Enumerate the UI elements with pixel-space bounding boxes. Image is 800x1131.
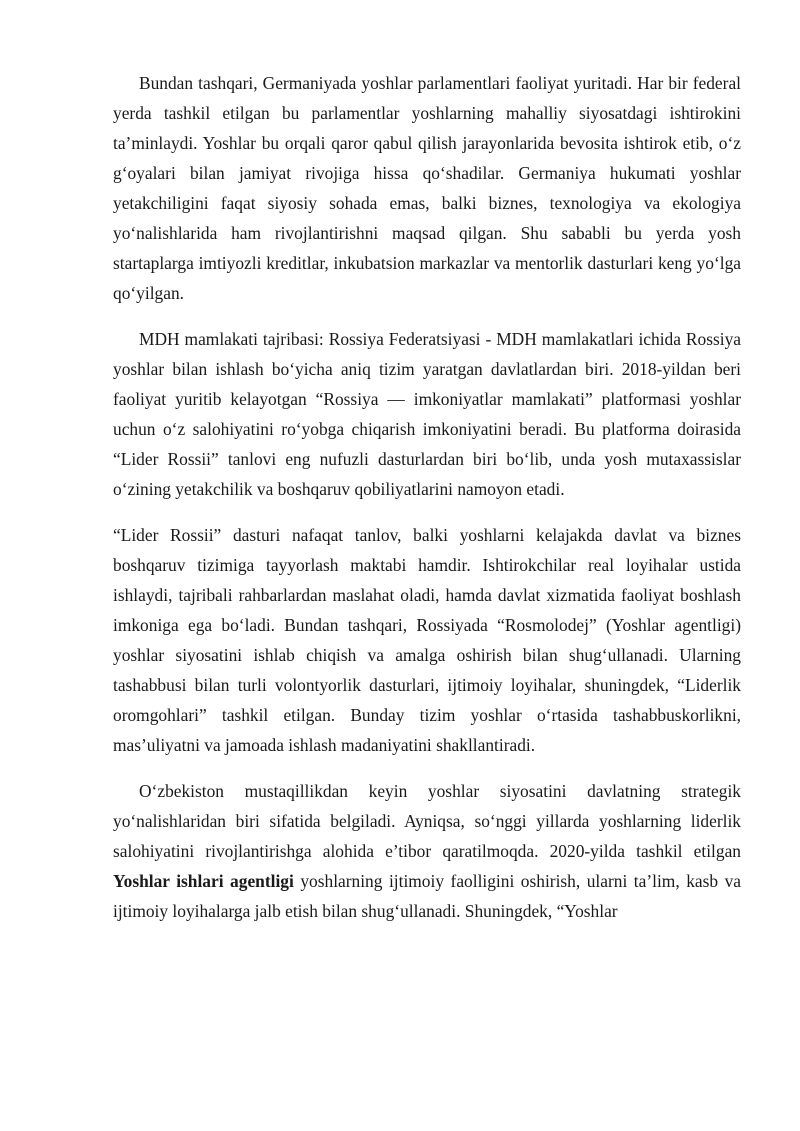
paragraph-germany-youth-parliaments: Bundan tashqari, Germaniyada yoshlar parlamentlari faoliyat yuritadi. Har bir federal yerda tashkil etilgan bu parlamentlar yoshlarning mahalliy siyosatdagi ishtirokini ta’minlaydi. Yoshlar bu orqali qaror qabul qilish jarayonlarida bevosita ishtirok etib, o‘z g‘oyalari bilan jamiyat rivojiga hissa qo‘shadilar. Germaniya hukumati yoshlar yetakchiligini faqat siyosiy sohada emas, balki biznes, texnologiya va ekologiya yo‘nalishlarida ham rivojlantirishni maqsad qilgan. Shu sababli bu yerda yosh startaplarga imtiyozli kreditlar, inkubatsion markazlar va mentorlik dasturlari keng yo‘lga qo‘yilgan. <box>113 73 741 303</box>
youth-agency-name-bold: Yoshlar ishlari agentligi <box>113 871 294 891</box>
paragraph-lider-rossii: “Lider Rossii” dasturi nafaqat tanlov, balki yoshlarni kelajakda davlat va biznes boshqaruv tizimiga tayyorlash maktabi hamdir. Ishtirokchilar real loyihalar ustida ishlaydi, tajribali rahbarlardan maslahat oladi, hamda davlat xizmatida faoliyat boshlash imkoniga ega bo‘ladi. Bundan tashqari, Rossiyada “Rosmolodej” (Yoshlar agentligi) yoshlar siyosatini ishlab chiqish va amalga oshirish bilan shug‘ullanadi. Ularning tashabbusi bilan turli volontyorlik dasturlari, ijtimoiy loyihalar, shuningdek, “Liderlik oromgohlari” tashkil etilgan. Bunday tizim yoshlar o‘rtasida tashabbuskorlikni, mas’uliyatni va jamoada ishlash madaniyatini shakllantiradi. <box>113 525 741 755</box>
paragraph-cis-experience-russia: MDH mamlakati tajribasi: Rossiya Federatsiyasi - MDH mamlakatlari ichida Rossiya yoshlar bilan ishlash bo‘yicha aniq tizim yaratgan davlatlardan biri. 2018-yildan beri faoliyat yuritib kelayotgan “Rossiya — imkoniyatlar mamlakati” platformasi yoshlar uchun o‘z salohiyatini ro‘yobga chiqarish imkoniyatini beradi. Bu platforma doirasida “Lider Rossii” tanlovi eng nufuzli dasturlardan biri bo‘lib, unda yosh mutaxassislar o‘zining yetakchilik va boshqaruv qobiliyatlarini namoyon etadi. <box>113 329 741 499</box>
paragraph-uzbekistan-youth-policy <box>113 776 741 926</box>
document-page <box>113 68 741 926</box>
paragraph-text-after: yoshlarning ijtimoiy faolligini oshirish, ularni ta’lim, kasb va ijtimoiy loyihalarga jalb etish bilan shug‘ullanadi. Shuningdek, “Yoshlar <box>113 871 741 921</box>
paragraph-text-before: O‘zbekiston mustaqillikdan keyin yoshlar siyosatini davlatning strategik yo‘nalishlaridan biri sifatida belgiladi. Ayniqsa, so‘nggi yillarda yoshlarning liderlik salohiyatini rivojlantirishga alohida e’tibor qaratilmoqda. 2020-yilda tashkil etilgan <box>113 781 741 861</box>
